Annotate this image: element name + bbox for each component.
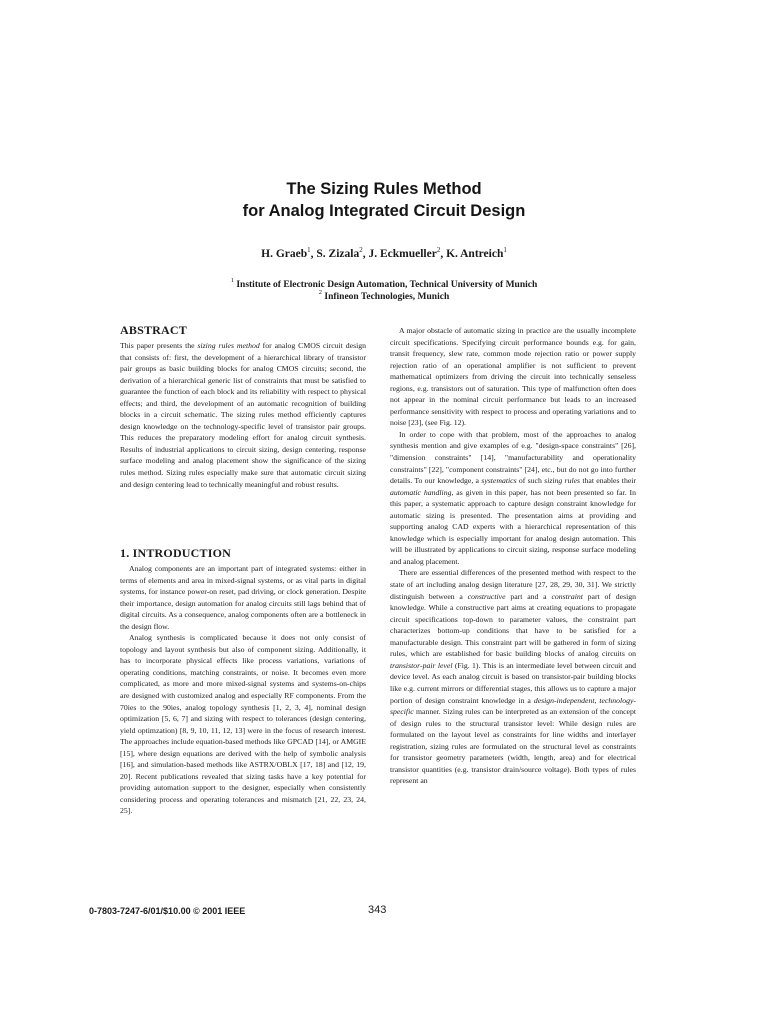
- author-name: H. Graeb: [261, 248, 308, 260]
- emphasis-text: sizing rules method: [197, 341, 260, 350]
- author-affiliation-mark: 2: [436, 246, 441, 254]
- author-list: H. Graeb$^1$, S. Zizala$^2$, J. Eckmueller$^2$, K. Antreich$^1$: [261, 246, 507, 260]
- paragraph: There are essential differences of the presented method with respect to the state of art including analog design literature [27, 28, 29, 30, 31]. We strictly distinguish between a constructive part and a constraint part of design knowledge. While a constructive part aims at creating equations to propagate circuit specifications top-down to parameter values, the constraint part characterizes bottom-up conditions that have to be satisfied for a manufacturable design. This constraint part will be gathered in form of sizing rules, which are established for basic building blocks of analog circuits on transistor-pair level (Fig. 1). This is an intermediate level between circuit and device level. As each analog circuit is based on transistor-pair building blocks like e.g. current mirrors or differential stages, this allows us to capture a major portion of design constraint knowledge in a design-independent, technology-specific manner. Sizing rules can be interpreted as an extension of the concept of design rules to the structural transistor level: While design rules are formulated on the layout level as constraints for line widths and interlayer registration, sizing rules are formulated on the structural level as constraints for transistor geometry parameters (width, length, area) and for electrical transistor quantities (e.g. transistor drain/source voltage). Both types of rules represent an: [390, 568, 637, 786]
- paragraph: In order to cope with that problem, most of the approaches to analog synthesis mention and give examples of e.g. "design-space constraints" [26], "dimension constraints" [14], "manufacturability and operationality constraints" [22], "component constraints" [24], etc., but do not go into further details. To our knowledge, a systematics of such sizing rules that enables their automatic handling, as given in this paper, has not been presented so far. In this paper, a systematic approach to capture design constraint knowledge for automatic sizing is presented. The presentation aims at providing and supporting analog CAD experts with a hierarchical representation of this knowledge which is especially important for analog design automation. This will be illustrated by applications to circuit sizing, response surface modeling and analog placement.: [390, 429, 637, 566]
- abstract-heading: ABSTRACT: [120, 323, 187, 337]
- affiliation-mark: 1: [230, 277, 234, 284]
- emphasis-text: sizing rules: [544, 476, 581, 486]
- paragraph: This paper presents the sizing rules method for analog CMOS circuit design that consists of: first, the development of a hierarchical library of transistor pair groups as basic building blocks for analog CMOS circuits; second, the derivation of a hierarchical generic list of constraints that must be satisfied to guarantee the function of each block and its reliability with respect to physical effects; and third, the development of an automatic recognition of building blocks in a circuit schematic. The sizing rules method efficiently captures design knowledge on the technology-specific level of transistor pair groups. This reduces the preparatory modeling effort for analog circuit synthesis. Results of industrial applications to circuit sizing, design centering, response surface modeling and analog placement show the significance of the sizing rules method. Sizing rules especially make sure that automatic circuit sizing and design centering lead to technically meaningful and robust results.: [120, 341, 366, 489]
- introduction-heading: 1. INTRODUCTION: [120, 546, 232, 560]
- author-affiliation-mark: 1: [307, 246, 311, 254]
- right-column-body: [390, 325, 636, 787]
- introduction-body: [120, 563, 366, 817]
- affiliation-text: Institute of Electronic Design Automation, Technical University of Munich: [233, 280, 538, 291]
- emphasis-text: constructive: [467, 591, 506, 601]
- affiliation-2: [0, 288, 768, 303]
- emphasis-text: transistor-pair level: [390, 660, 453, 670]
- paragraph: A major obstacle of automatic sizing in practice are the usually incomplete circuit specifications. Specifying circuit performance bounds e.g. for gain, transit frequency, slew rate, common mode rejection ratio or power supply rejection ratio of an operational amplifier is not sufficient to prevent mathematical optimizers from driving the circuit into technically senseless regions, e.g. transistors out of saturation. This type of malfunction often does not appear in the nominal circuit performance but leads to an increased performance sensitivity with respect to process and operating variations and to noise [23], (see Fig. 12).: [390, 326, 636, 428]
- emphasis-text: design-independent, technology-specific: [390, 695, 636, 717]
- paragraph: Analog components are an important part of integrated systems: either in terms of elements and area in mixed-signal systems, or as vital parts in digital systems, for instance power-on reset, pad driving, or clock generation. Despite their importance, design automation for analog circuits still lags behind that of digital circuits. As a consequence, analog components often are a bottleneck in the design flow.: [120, 564, 366, 631]
- paper-title-line-2: for Analog Integrated Circuit Design: [242, 202, 526, 220]
- affiliation-mark: 2: [318, 289, 322, 296]
- author-affiliation-mark: 2: [359, 246, 363, 254]
- emphasis-text: automatic handling: [390, 487, 452, 497]
- page-number: 343: [368, 904, 387, 916]
- author-name: S. Zizala: [316, 248, 360, 260]
- paragraph: Analog synthesis is complicated because it does not only consist of topology and layout synthesis but also of component sizing. Additionally, it has to incorporate physical effects like process variations, variations of operating conditions, matching constraints, or noise. It becomes even more complicated, as more and more mixed-signal systems and systems-on-chips are designed with customized analog and especially RF components. From the 70ies to the 90ies, analog topology synthesis [1, 2, 3, 4], nominal design optimization [5, 6, 7] and sizing with respect to tolerances (design centering, yield optimzation) [8, 9, 10, 11, 12, 13] were in the focus of research interest. The approaches include equation-based methods like GPCAD [14], or AMGIE [15], where design equations are derived with the help of symbolic analysis [16], and simulation-based methods like ASTRX/OBLX [17, 18] and [12, 19, 20]. Recent publications revealed that sizing tasks have a key potential for providing automation support to the designer, especially when consistently considering process and operating tolerances and mismatch [21, 22, 23, 24, 25].: [120, 633, 366, 816]
- author-name: J. Eckmueller: [368, 248, 437, 260]
- copyright-code: 0-7803-7247-6/01/$10.00 © 2001 IEEE: [89, 906, 246, 916]
- emphasis-text: constraint: [551, 591, 583, 601]
- author-name: K. Antreich: [446, 248, 504, 260]
- abstract-body: [120, 340, 366, 490]
- paper-title-line-1: The Sizing Rules Method: [286, 180, 482, 198]
- emphasis-text: systematics: [481, 476, 517, 486]
- affiliation-text: Infineon Technologies, Munich: [322, 292, 450, 303]
- author-affiliation-mark: 1: [503, 246, 507, 254]
